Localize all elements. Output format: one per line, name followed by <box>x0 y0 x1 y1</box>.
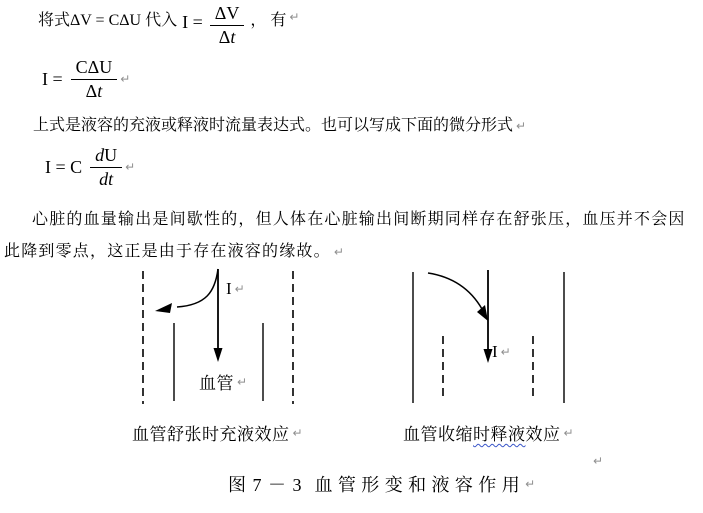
figure-caption-number: 图 7 － 3 <box>228 475 303 495</box>
du-over-dt-fraction <box>90 146 122 189</box>
delta-symbol: Δ <box>85 80 98 101</box>
right-diagram-caption <box>403 420 574 445</box>
flow-formula <box>42 56 130 102</box>
right-diagram-caption-squiggle: 时释液 <box>473 425 526 444</box>
paragraph-mark: ↵ <box>500 345 511 359</box>
time-variable: t <box>97 80 103 101</box>
paragraph-mark: ↵ <box>525 477 536 491</box>
paragraph-mark: ↵ <box>125 160 136 174</box>
left-diagram-caption-text: 血管舒张时充液效应 <box>132 425 290 444</box>
paragraph-mark: ↵ <box>234 282 245 296</box>
differential-formula <box>45 144 135 190</box>
fraction-numerator: CΔU <box>71 58 118 80</box>
expression-sentence-text: 上式是液容的充液或释液时流量表达式。也可以写成下面的微分形式 <box>33 117 514 134</box>
fraction-denominator <box>219 26 236 47</box>
left-flow-arrowhead <box>214 348 223 362</box>
left-flow-label <box>226 279 245 299</box>
left-flow-label-text: I <box>226 279 232 298</box>
intro-formula-line <box>38 2 299 48</box>
intro-prefix-text: 将式ΔV = CΔU 代入 <box>38 11 178 29</box>
right-merge-curve-arrowhead <box>477 305 488 321</box>
right-diagram-caption-post: 效应 <box>525 425 561 444</box>
vessel-diagram-svg <box>130 260 580 410</box>
right-diagram-caption-pre: 血管收缩 <box>403 425 473 444</box>
fraction-numerator: ΔV <box>210 4 245 26</box>
vessel-label <box>199 369 247 394</box>
differential-formula-lhs: I = C <box>45 156 83 177</box>
dt-variable: dt <box>99 168 114 189</box>
vessel-label-text: 血管 <box>199 374 234 393</box>
delta-v-over-delta-t-fraction <box>210 4 245 47</box>
cdu-over-dt-fraction <box>71 58 118 101</box>
time-variable: t <box>230 26 236 47</box>
left-diagram-caption <box>132 420 303 445</box>
paragraph-mark: ↵ <box>120 72 131 86</box>
body-paragraph <box>4 204 698 268</box>
fraction-denominator <box>86 80 103 101</box>
intro-suffix-text: ， 有 <box>250 11 287 29</box>
differential-d: d <box>95 144 105 165</box>
paragraph-mark: ↵ <box>292 425 303 440</box>
paragraph-mark: ↵ <box>237 374 248 389</box>
intro-equation-lhs: I = <box>182 11 203 32</box>
empty-paragraph-mark: ↵ <box>593 454 604 468</box>
paragraph-mark: ↵ <box>516 119 527 133</box>
left-branch-curve-arrowhead <box>155 303 172 313</box>
expression-sentence <box>33 112 526 135</box>
left-branch-curve-arrow <box>177 269 218 307</box>
figure-caption <box>228 471 535 497</box>
voltage-variable: U <box>104 144 118 165</box>
delta-symbol: Δ <box>218 26 231 47</box>
flow-formula-lhs: I = <box>42 68 63 89</box>
paragraph-mark: ↵ <box>563 425 574 440</box>
right-flow-label <box>492 342 511 362</box>
paragraph-mark: ↵ <box>333 245 344 259</box>
figure-caption-title: 血管形变和液容作用 <box>314 475 526 495</box>
paragraph-mark: ↵ <box>289 10 300 24</box>
fraction-numerator <box>90 146 122 168</box>
fraction-denominator <box>99 168 113 189</box>
right-flow-label-text: I <box>492 342 498 361</box>
right-merge-curve-arrow <box>428 273 482 309</box>
right-vessel-diagram <box>413 270 564 403</box>
body-paragraph-text: 心脏的血量输出是间歇性的，但人体在心脏输出间断期同样存在舒张压，血压并不会因此降到零点，这正是由于存在液容的缘故。 <box>4 211 686 260</box>
